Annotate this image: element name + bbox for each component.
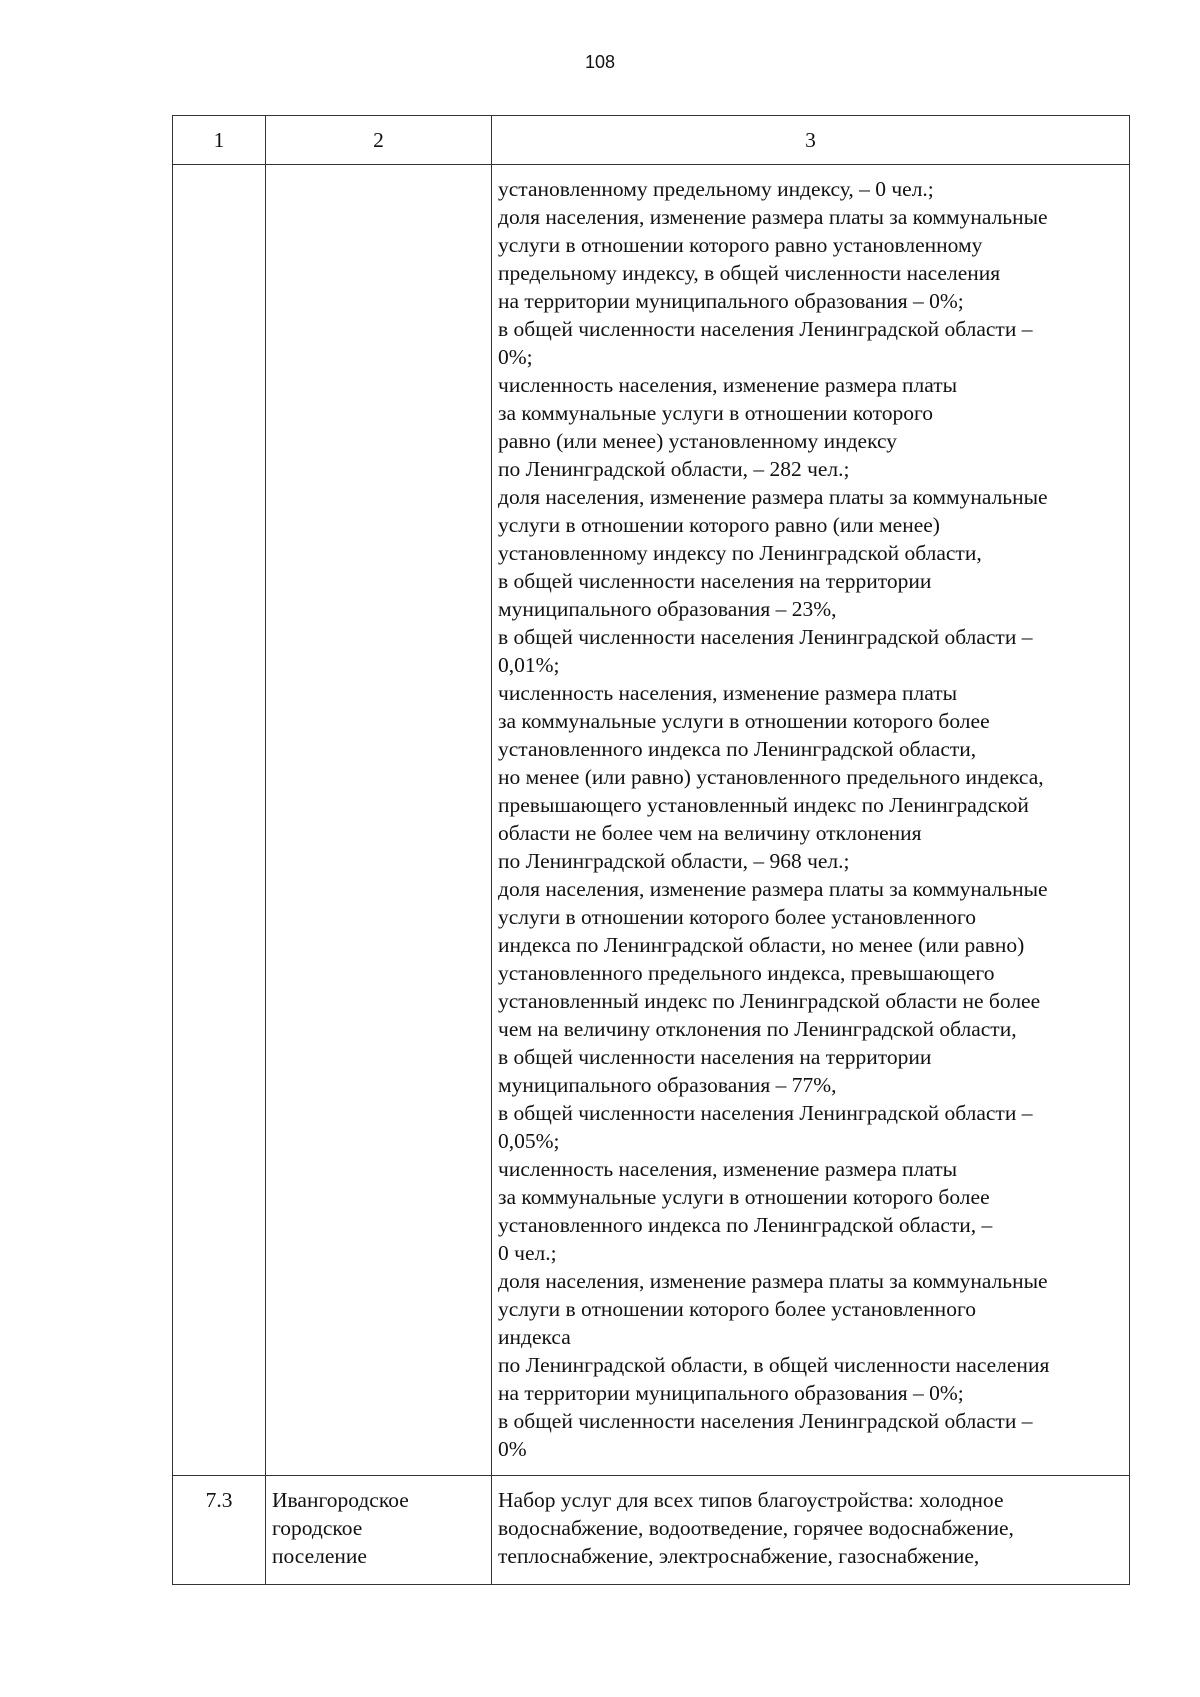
text-line: чем на величину отклонения по Ленинградской области,	[498, 1017, 1017, 1041]
text-line: индекса	[498, 1325, 571, 1349]
row-text	[492, 1476, 1130, 1585]
text-line: установленного индекса по Ленинградской области,	[498, 737, 977, 761]
text-line: 0,05%;	[498, 1129, 560, 1153]
text-line: установленного предельного индекса, превышающего	[498, 961, 995, 985]
text-line: 0 чел.;	[498, 1241, 557, 1265]
name-line: поселение	[272, 1544, 367, 1568]
text-line: на территории муниципального образования – 0%;	[498, 289, 964, 313]
text-line: численность населения, изменение размера платы	[498, 681, 958, 705]
table-header-row	[173, 116, 1130, 165]
text-line: доля населения, изменение размера платы за коммунальные	[498, 485, 1048, 509]
text-line: услуги в отношении которого равно установленному	[498, 233, 983, 257]
text-line: в общей численности населения Ленинградской области –	[498, 1409, 1033, 1433]
text-line: установленный индекс по Ленинградской области не более	[498, 989, 1041, 1013]
table-row	[173, 1476, 1130, 1585]
text-line: за коммунальные услуги в отношении которого более	[498, 1185, 990, 1209]
text-line: за коммунальные услуги в отношении которого более	[498, 709, 990, 733]
text-line: равно (или менее) установленному индексу	[498, 429, 898, 453]
text-line: 0%;	[498, 345, 533, 369]
page-number: 108	[584, 52, 616, 72]
row-name	[266, 165, 492, 1476]
header-col-1: 1	[173, 116, 266, 165]
text-line: водоснабжение, водоотведение, горячее водоснабжение,	[498, 1516, 1014, 1540]
text-line: доля населения, изменение размера платы за коммунальные	[498, 1269, 1048, 1293]
text-line: 0,01%;	[498, 653, 560, 677]
text-line: области не более чем на величину отклонения	[498, 821, 922, 845]
text-line: услуги в отношении которого более установленного	[498, 905, 976, 929]
text-line: по Ленинградской области, – 968 чел.;	[498, 849, 850, 873]
text-line: индекса по Ленинградской области, но менее (или равно)	[498, 933, 1025, 957]
text-line: в общей численности населения на территории	[498, 569, 932, 593]
text-line: численность населения, изменение размера платы	[498, 1157, 958, 1181]
text-line: теплоснабжение, электроснабжение, газоснабжение,	[498, 1544, 980, 1568]
text-line: по Ленинградской области, в общей численности населения	[498, 1353, 1050, 1377]
name-line: городское	[272, 1516, 363, 1540]
text-line: установленного индекса по Ленинградской области, –	[498, 1213, 993, 1237]
text-line: муниципального образования – 23%,	[498, 597, 837, 621]
text-line: предельному индексу, в общей численности населения	[498, 261, 1001, 285]
text-line: установленному предельному индексу, – 0 чел.;	[498, 177, 934, 201]
text-line: в общей численности населения Ленинградской области –	[498, 317, 1033, 341]
header-col-2: 2	[266, 116, 492, 165]
text-line: в общей численности населения Ленинградской области –	[498, 625, 1033, 649]
text-line: на территории муниципального образования – 0%;	[498, 1381, 964, 1405]
text-line: численность населения, изменение размера платы	[498, 373, 958, 397]
name-line: Ивангородское	[272, 1488, 409, 1512]
text-line: превышающего установленный индекс по Ленинградской	[498, 793, 1029, 817]
row-name	[266, 1476, 492, 1585]
text-line: в общей численности населения на территории	[498, 1045, 932, 1069]
table-row	[173, 165, 1130, 1476]
text-line: за коммунальные услуги в отношении которого	[498, 401, 934, 425]
text-line: 0%	[498, 1437, 527, 1461]
data-table	[172, 115, 1130, 1585]
row-text	[492, 165, 1130, 1476]
row-number	[173, 165, 266, 1476]
text-line: услуги в отношении которого более установленного	[498, 1297, 976, 1321]
text-line: в общей численности населения Ленинградской области –	[498, 1101, 1033, 1125]
text-line: установленному индексу по Ленинградской области,	[498, 541, 982, 565]
text-line: муниципального образования – 77%,	[498, 1073, 837, 1097]
text-line: Набор услуг для всех типов благоустройства: холодное	[498, 1488, 1004, 1512]
row-number: 7.3	[173, 1476, 266, 1585]
text-line: доля населения, изменение размера платы за коммунальные	[498, 877, 1048, 901]
text-line: услуги в отношении которого равно (или менее)	[498, 513, 940, 537]
text-line: но менее (или равно) установленного предельного индекса,	[498, 765, 1044, 789]
text-line: доля населения, изменение размера платы за коммунальные	[498, 205, 1048, 229]
header-col-3: 3	[492, 116, 1130, 165]
text-line: по Ленинградской области, – 282 чел.;	[498, 457, 850, 481]
